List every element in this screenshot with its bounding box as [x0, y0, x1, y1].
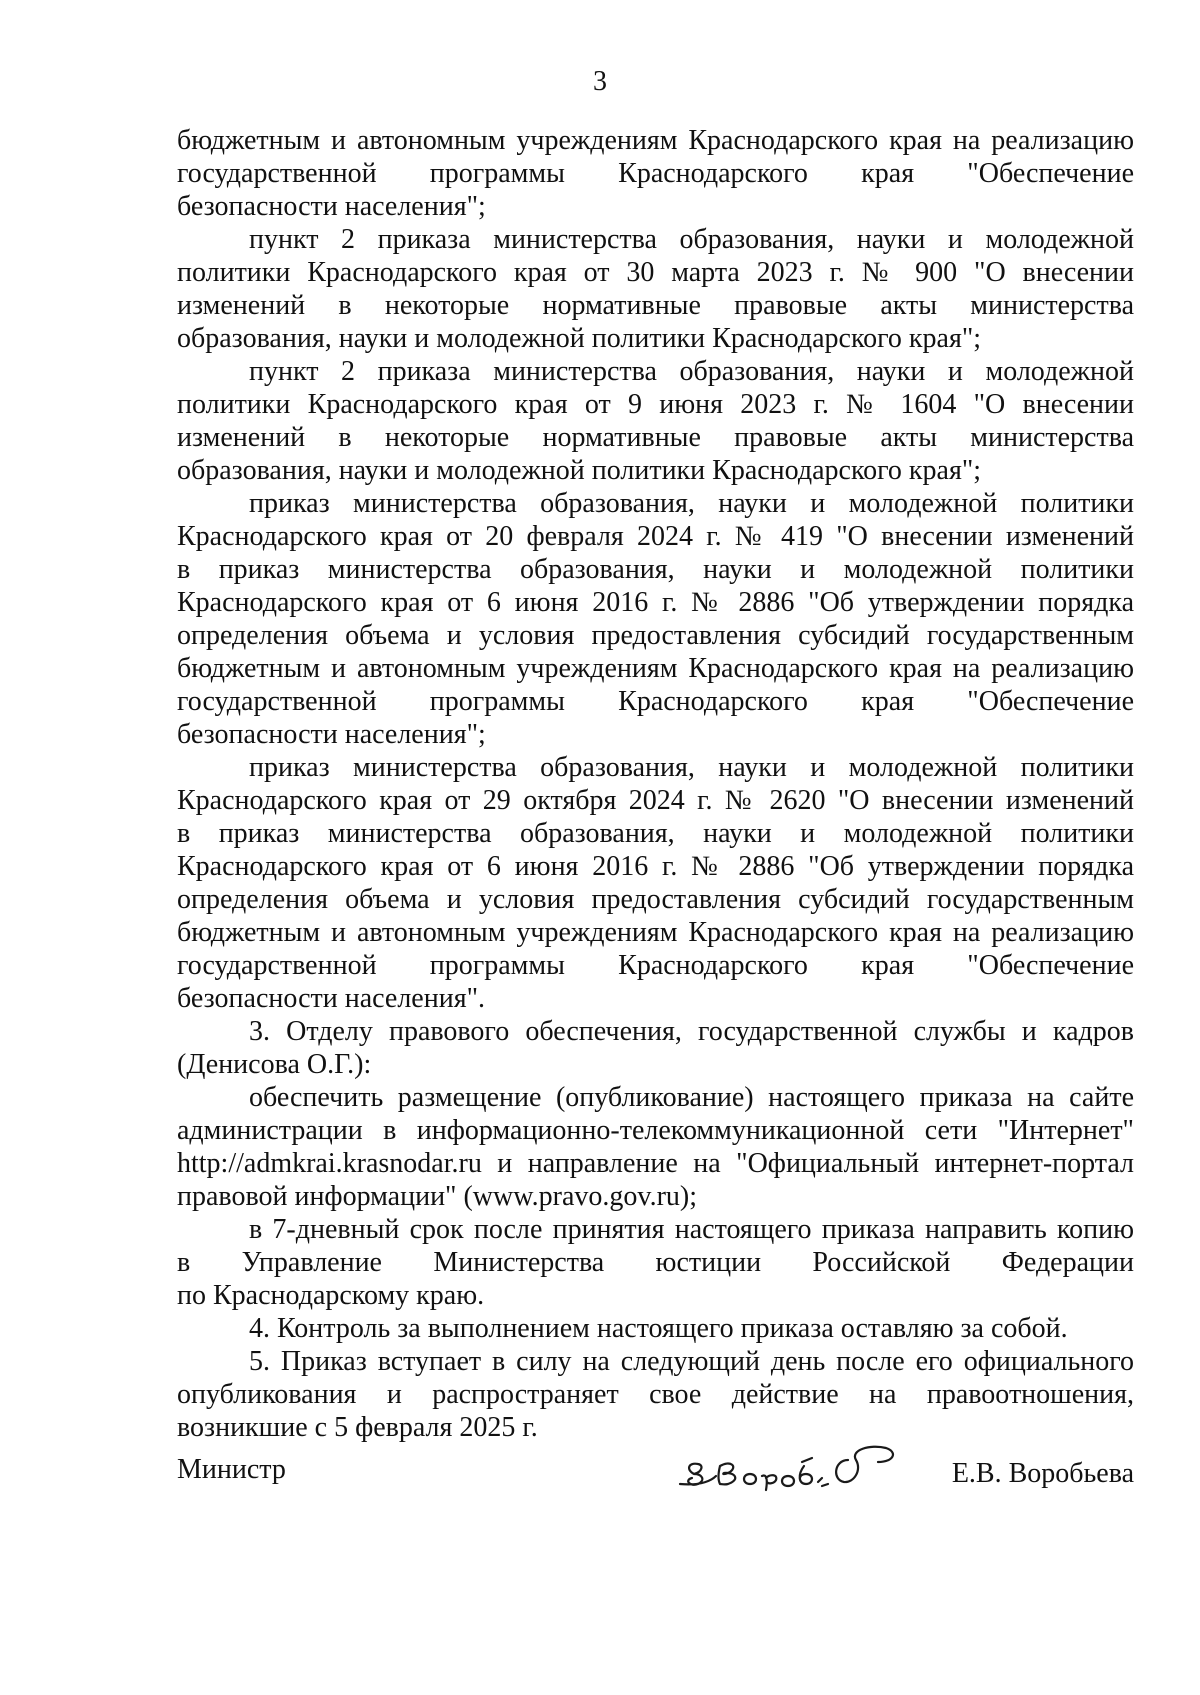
- text-line: политики Краснодарского края от 9 июня 2023 г. № 1604 "О внесении: [177, 389, 1134, 420]
- paragraph-order-900: [177, 223, 1134, 355]
- text-line: Краснодарского края от 20 февраля 2024 г. № 419 "О внесении изменений: [177, 521, 1134, 552]
- text-line: безопасности населения".: [177, 983, 485, 1014]
- text-line: пункт 2 приказа министерства образования, науки и молодежной: [249, 224, 1134, 255]
- intro-paragraph: [177, 124, 1134, 223]
- text-line: по Краснодарскому краю.: [177, 1280, 485, 1311]
- paragraph-copy-direction: [177, 1213, 1134, 1312]
- text-line: http://admkrai.krasnodar.ru и направление на "Официальный интернет-портал: [177, 1148, 1134, 1179]
- text-line: администрации в информационно-телекоммуникационной сети "Интернет": [177, 1115, 1134, 1146]
- text-line: безопасности населения";: [177, 191, 486, 222]
- text-line: государственной программы Краснодарского края "Обеспечение: [177, 158, 1134, 189]
- text-line: государственной программы Краснодарского края "Обеспечение: [177, 950, 1134, 981]
- text-line: определения объема и условия предоставления субсидий государственным: [177, 884, 1134, 915]
- paragraph-order-1604: [177, 355, 1134, 487]
- text-line: бюджетным и автономным учреждениям Краснодарского края на реализацию: [177, 653, 1134, 684]
- text-line: пункт 2 приказа министерства образования, науки и молодежной: [249, 356, 1134, 387]
- text-line: возникшие с 5 февраля 2025 г.: [177, 1412, 538, 1443]
- text-line: (Денисова О.Г.):: [177, 1049, 372, 1080]
- page-number: 3: [593, 66, 607, 97]
- text-line: определения объема и условия предоставления субсидий государственным: [177, 620, 1134, 651]
- signer-position: Министр: [177, 1454, 286, 1485]
- text-line: безопасности населения";: [177, 719, 486, 750]
- handwritten-signature: [672, 1440, 932, 1498]
- text-line: приказ министерства образования, науки и молодежной политики: [249, 488, 1134, 519]
- signature-block: [177, 1440, 1134, 1500]
- text-line: Краснодарского края от 29 октября 2024 г. № 2620 "О внесении изменений: [177, 785, 1134, 816]
- text-line: государственной программы Краснодарского края "Обеспечение: [177, 686, 1134, 717]
- paragraph-publication: [177, 1081, 1134, 1213]
- paragraph-order-419: [177, 487, 1134, 751]
- text-line: образования, науки и молодежной политики Краснодарского края";: [177, 323, 982, 354]
- text-line: изменений в некоторые нормативные правовые акты министерства: [177, 290, 1134, 321]
- paragraph-item-4: [177, 1312, 1134, 1345]
- text-line: в 7-дневный срок после принятия настоящего приказа направить копию: [249, 1214, 1134, 1245]
- text-line: приказ министерства образования, науки и молодежной политики: [249, 752, 1134, 783]
- paragraph-item-5: [177, 1345, 1134, 1444]
- text-line: 3. Отделу правового обеспечения, государственной службы и кадров: [249, 1016, 1134, 1047]
- text-line: Краснодарского края от 6 июня 2016 г. № 2886 "Об утверждении порядка: [177, 587, 1134, 618]
- text-line: опубликования и распространяет свое действие на правоотношения,: [177, 1379, 1134, 1410]
- text-line: обеспечить размещение (опубликование) настоящего приказа на сайте: [249, 1082, 1134, 1113]
- text-line: изменений в некоторые нормативные правовые акты министерства: [177, 422, 1134, 453]
- text-line: бюджетным и автономным учреждениям Краснодарского края на реализацию: [177, 125, 1134, 156]
- text-line: правовой информации" (www.pravo.gov.ru);: [177, 1181, 698, 1212]
- text-line: 5. Приказ вступает в силу на следующий день после его официального: [249, 1346, 1134, 1377]
- paragraph-order-2620: [177, 751, 1134, 1015]
- text-line: в приказ министерства образования, науки и молодежной политики: [177, 554, 1134, 585]
- signer-name: Е.В. Воробьева: [951, 1458, 1134, 1489]
- text-line: Краснодарского края от 6 июня 2016 г. № 2886 "Об утверждении порядка: [177, 851, 1134, 882]
- paragraph-item-3: [177, 1015, 1134, 1081]
- text-line: бюджетным и автономным учреждениям Краснодарского края на реализацию: [177, 917, 1134, 948]
- document-body: [177, 124, 1134, 1444]
- text-line: в Управление Министерства юстиции Российской Федерации: [177, 1247, 1134, 1278]
- text-line: образования, науки и молодежной политики Краснодарского края";: [177, 455, 982, 486]
- text-line: политики Краснодарского края от 30 марта 2023 г. № 900 "О внесении: [177, 257, 1134, 288]
- text-line: 4. Контроль за выполнением настоящего приказа оставляю за собой.: [249, 1313, 1068, 1344]
- text-line: в приказ министерства образования, науки и молодежной политики: [177, 818, 1134, 849]
